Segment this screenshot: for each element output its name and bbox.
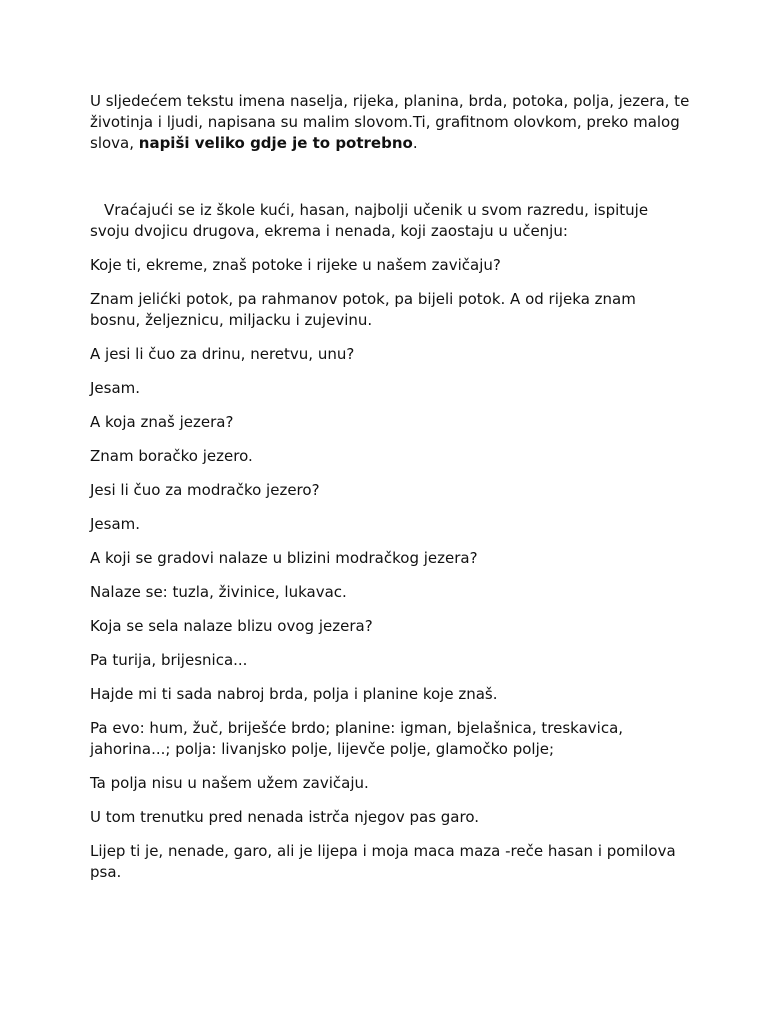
story-line: Znam boračko jezero.: [90, 447, 253, 465]
story-line: Pa turija, brijesnica...: [90, 651, 248, 669]
story-line: Znam jelićki potok, pa rahmanov potok, pa bijeli potok. A od rijeka znam bosnu, željeznicu, miljacku i zujevinu.: [90, 290, 636, 329]
instructions-bold-text: napiši veliko gdje je to potrebno: [138, 134, 413, 152]
story-line: Pa evo: hum, žuč, briješće brdo; planine: igman, bjelašnica, treskavica, jahorina...; polja: livanjsko polje, lijevče polje, glamočko polje;: [90, 719, 624, 758]
story-line: Nalaze se: tuzla, živinice, lukavac.: [90, 583, 347, 601]
story-paragraph-intro: Vraćajući se iz škole kući, hasan, najbolji učenik u svom razredu, ispituje svoju dvojicu drugova, ekrema i nenada, koji zaostaju u učenju:: [90, 201, 649, 240]
story-line: Koje ti, ekreme, znaš potoke i rijeke u našem zavičaju?: [90, 256, 501, 274]
document-page: [90, 91, 690, 896]
story-line: Jesam.: [90, 515, 141, 533]
story-line: Ta polja nisu u našem užem zavičaju.: [90, 774, 369, 792]
story-line: Koja se sela nalaze blizu ovog jezera?: [90, 617, 373, 635]
story-line: A koja znaš jezera?: [90, 413, 234, 431]
instructions-paragraph: [90, 91, 690, 154]
story-line: A jesi li čuo za drinu, neretvu, unu?: [90, 345, 355, 363]
story-line: Jesi li čuo za modračko jezero?: [90, 481, 320, 499]
story-line: Lijep ti je, nenade, garo, ali je lijepa i moja maca maza -reče hasan i pomilova psa.: [90, 842, 676, 881]
story-line: U tom trenutku pred nenada istrča njegov pas garo.: [90, 808, 480, 826]
story-line: Hajde mi ti sada nabroj brda, polja i planine koje znaš.: [90, 685, 498, 703]
instructions-text: U sljedećem tekstu imena naselja, rijeka, planina, brda, potoka, polja, jezera, te životinja i ljudi, napisana su malim slovom.Ti, grafitnom olovkom, preko malog slova,: [90, 92, 690, 152]
instructions-end: .: [412, 134, 418, 152]
story-line: Jesam.: [90, 379, 141, 397]
story-line: A koji se gradovi nalaze u blizini modračkog jezera?: [90, 549, 478, 567]
